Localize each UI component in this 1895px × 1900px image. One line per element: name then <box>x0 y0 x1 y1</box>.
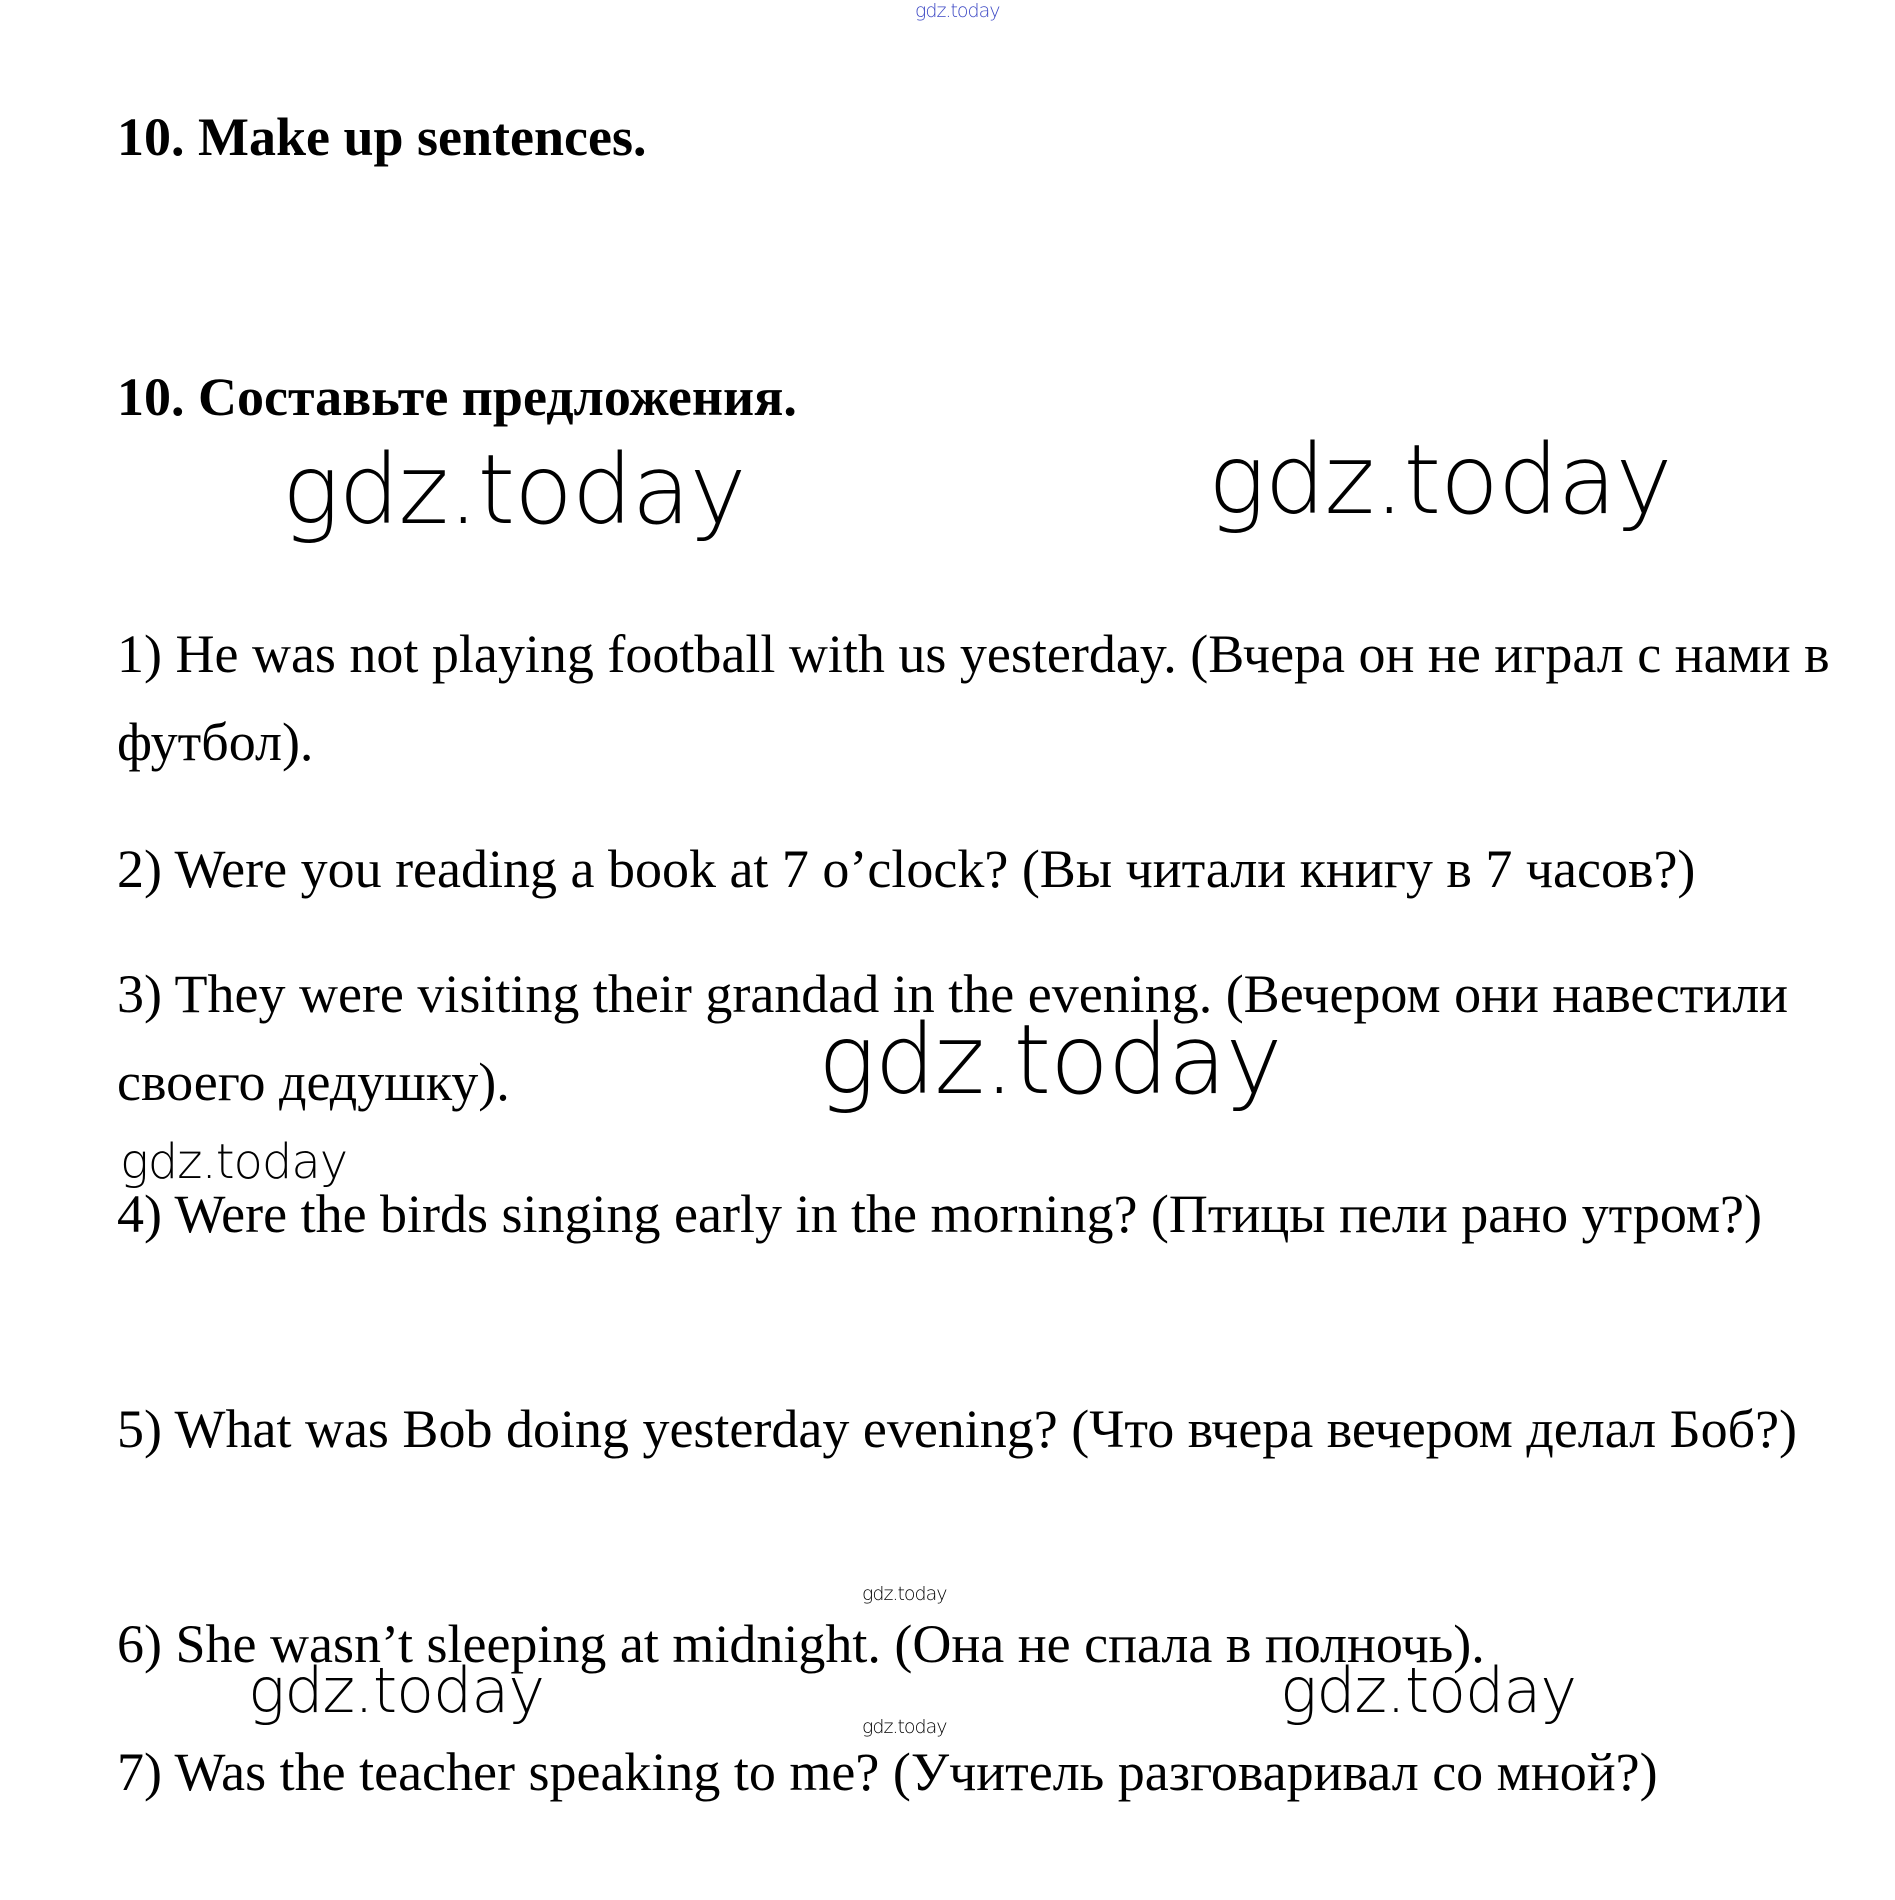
exercise-title-english: 10. Make up sentences. <box>117 107 647 167</box>
watermark-large-left: gdz.today <box>282 434 746 546</box>
watermark-tiny-1: gdz.today <box>862 1583 947 1605</box>
answer-item-1: 1) He was not playing football with us yesterday. (Вчера он не играл с нами в футбол). <box>117 624 1830 772</box>
watermark-top: gdz.today <box>915 0 1000 22</box>
answer-item-5: 5) What was Bob doing yesterday evening? (Что вчера вечером делал Боб?) <box>117 1399 1798 1459</box>
watermark-medium-right: gdz.today <box>1280 1654 1577 1727</box>
watermark-small-left: gdz.today <box>120 1134 348 1190</box>
answer-item-4: 4) Were the birds singing early in the morning? (Птицы пели рано утром?) <box>117 1184 1762 1244</box>
answer-item-3: 3) They were visiting their grandad in the evening. (Вечером они навестили своего дедушку). <box>117 964 1789 1112</box>
answer-item-2: 2) Were you reading a book at 7 o’clock? (Вы читали книгу в 7 часов?) <box>117 839 1696 899</box>
watermark-large-right: gdz.today <box>1208 424 1672 536</box>
watermark-medium-left: gdz.today <box>248 1654 545 1727</box>
watermark-tiny-2: gdz.today <box>862 1716 947 1738</box>
exercise-title-russian: 10. Составьте предложения. <box>117 367 797 427</box>
answer-item-7: 7) Was the teacher speaking to me? (Учитель разговаривал со мной?) <box>117 1742 1658 1802</box>
answer-item-6: 6) She wasn’t sleeping at midnight. (Она не спала в полночь). <box>117 1614 1485 1674</box>
watermark-inline: gdz.today <box>818 1004 1282 1116</box>
